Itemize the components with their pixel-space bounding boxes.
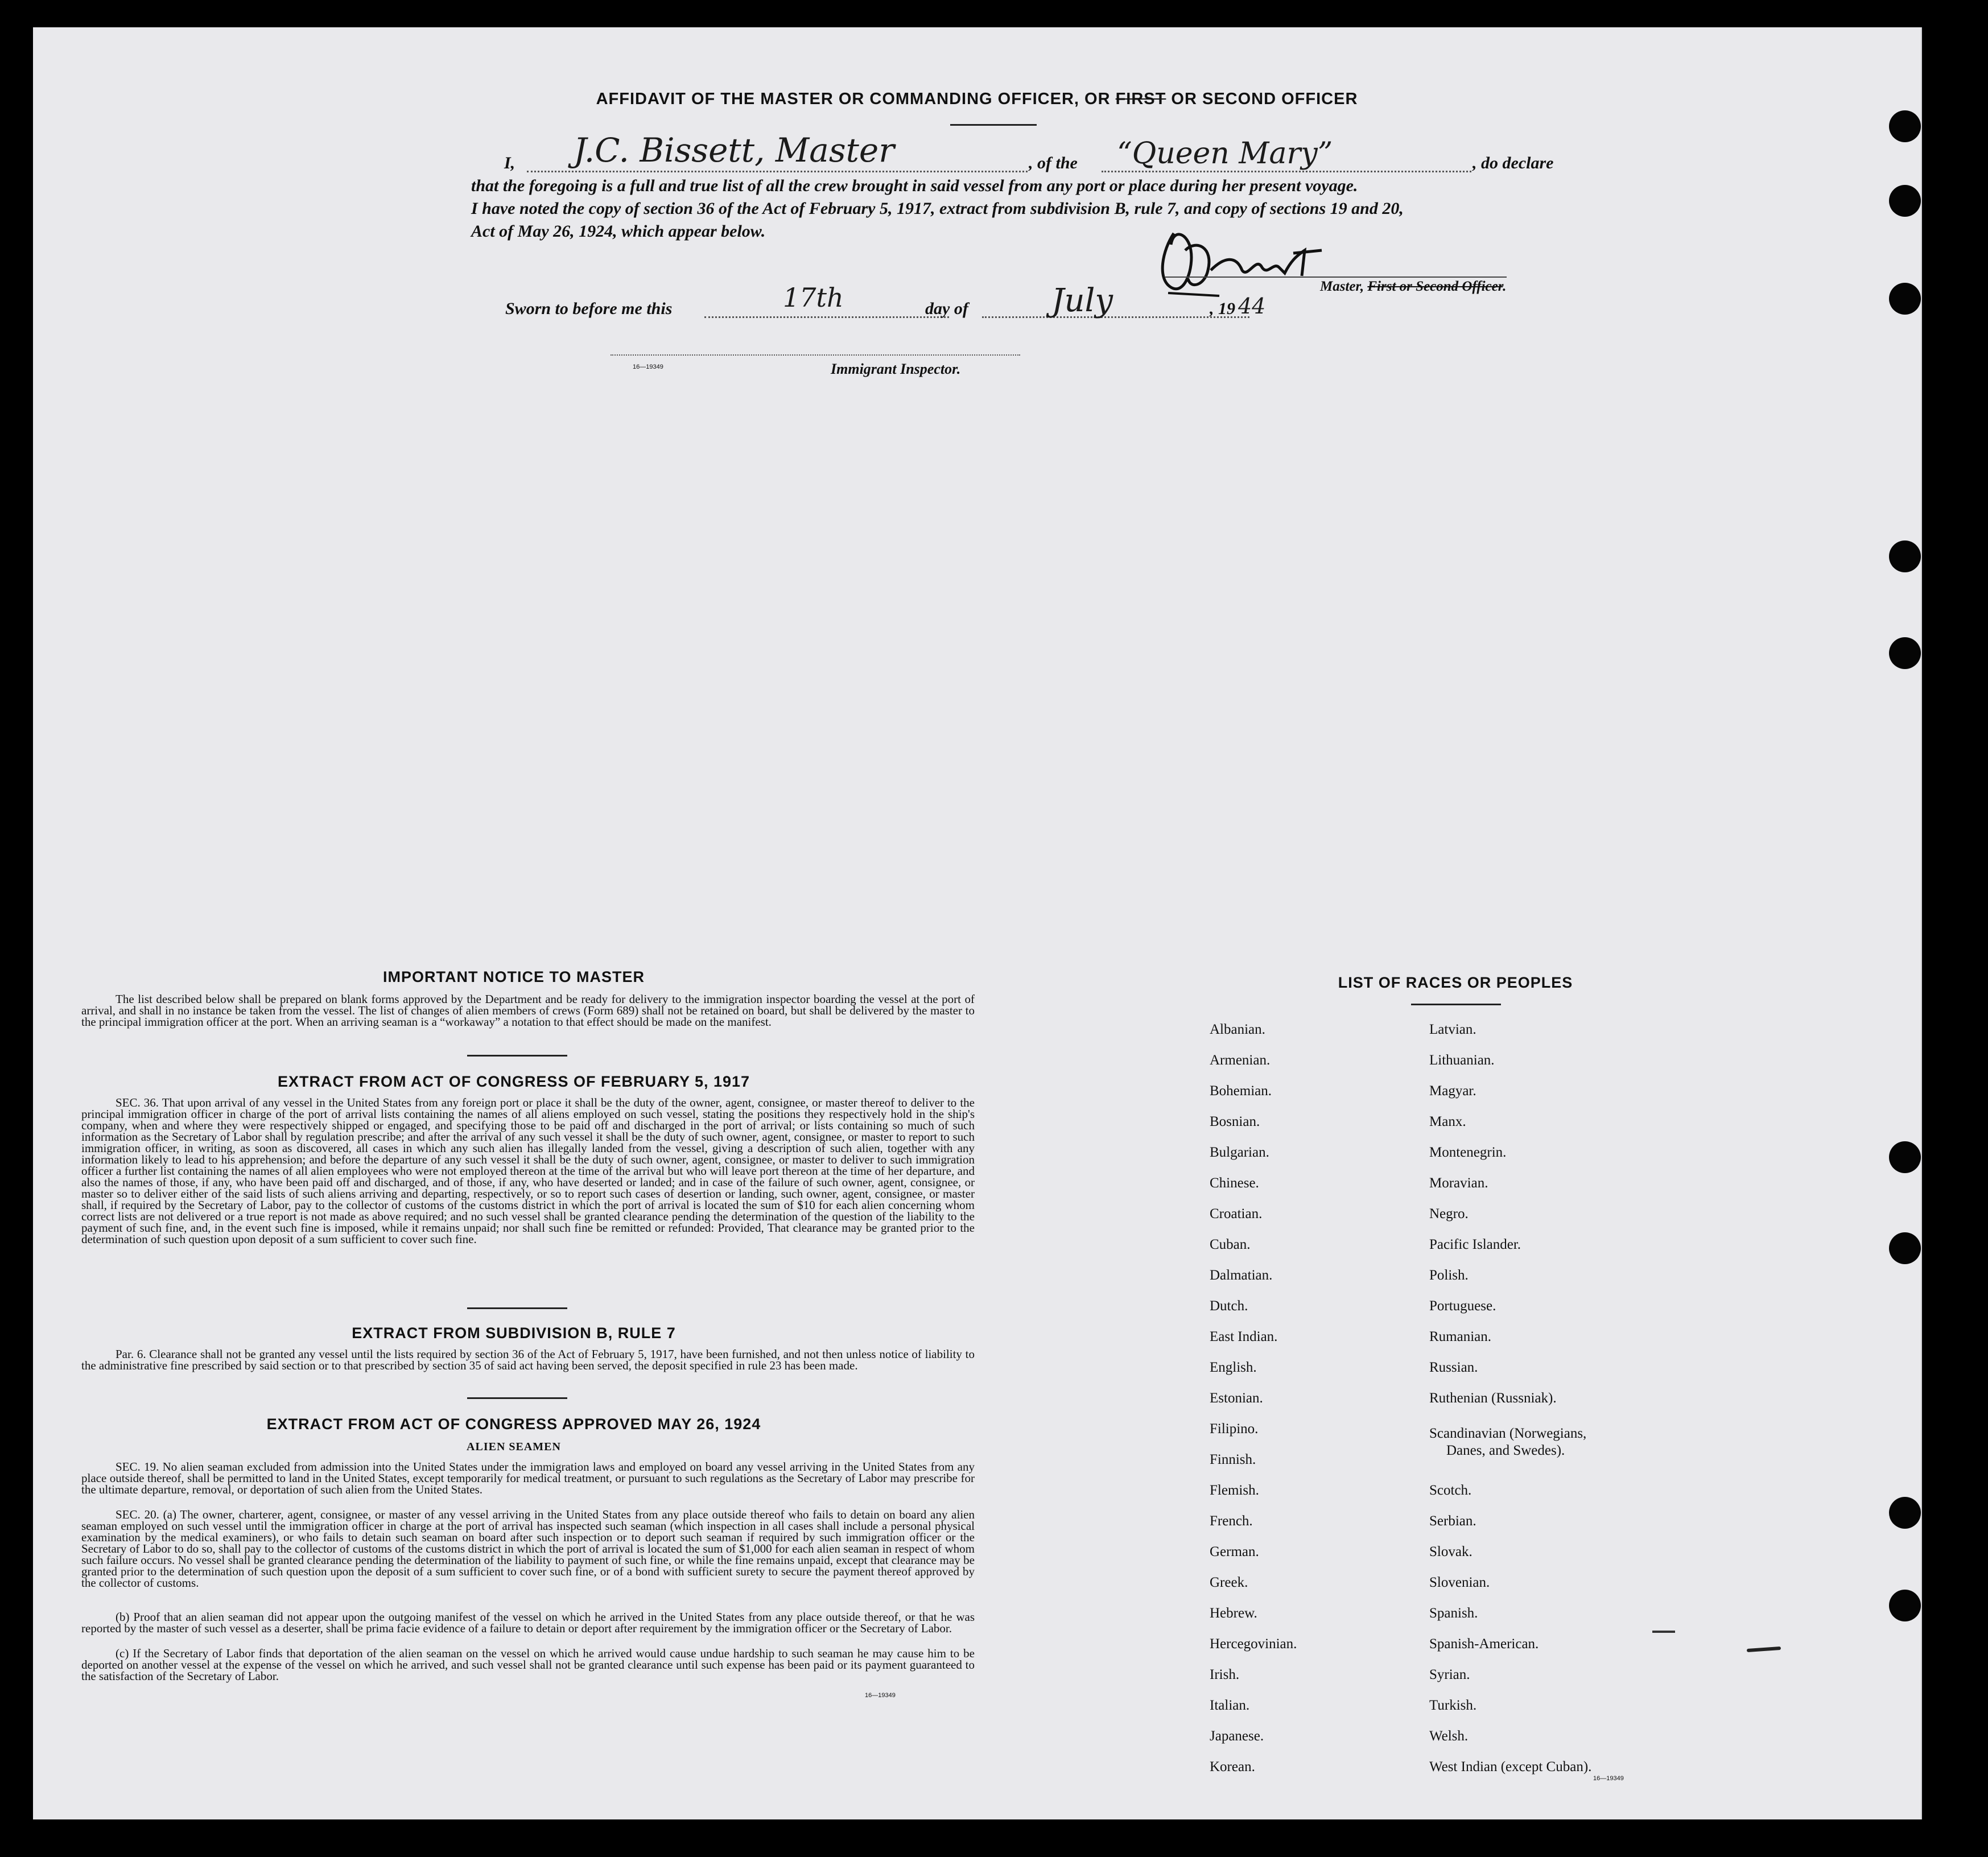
day-line: [704, 316, 949, 318]
races-divider: [1411, 1004, 1501, 1005]
race-left: Irish.: [1210, 1667, 1240, 1682]
vessel-line: [1102, 171, 1471, 172]
race-left: Cuban.: [1210, 1237, 1251, 1252]
race-left: Dalmatian.: [1210, 1268, 1273, 1283]
sworn-label: Sworn to before me this: [505, 299, 673, 318]
binder-hole: [1889, 1590, 1921, 1621]
race-left: Japanese.: [1210, 1728, 1264, 1744]
affidavit-form-number: 16—19349: [633, 364, 663, 370]
handwritten-vessel: “Queen Mary”: [1117, 137, 1333, 171]
year-prefix: , 19: [1210, 299, 1235, 318]
master-label: [1320, 279, 1506, 295]
handwritten-month: July: [1051, 282, 1113, 319]
race-left: Finnish.: [1210, 1452, 1256, 1467]
race-left: Bulgarian.: [1210, 1145, 1269, 1160]
race-left: Albanian.: [1210, 1022, 1265, 1037]
race-right: Welsh.: [1429, 1728, 1469, 1744]
extract1924-title: EXTRACT FROM ACT OF CONGRESS APPROVED MAY 26, 1924: [266, 1416, 761, 1433]
signature-line: [1165, 277, 1507, 278]
day-of-label: day of: [925, 299, 968, 318]
race-right: Pacific Islander.: [1429, 1237, 1521, 1252]
rule7-text: Par. 6. Clearance shall not be granted any vessel until the lists required by section 36 of the Act of February 5, 1917, have been furnished, and not then unless notice of liability to the administrative fine prescribed by said section or to that prescribed by section 35 of said act having been served, the deposit specified in rule 23 has been made.: [81, 1347, 975, 1372]
race-right: Lithuanian.: [1429, 1053, 1495, 1068]
extract1917-text: SEC. 36. That upon arrival of any vessel in the United States from any foreign port or place it shall be the duty of the owner, agent, consignee, or master thereof to deliver to the principal immigration officer in charge of the port of arrival lists containing the names of all aliens employed on such vessel, stating the positions they respectively hold in the ship's company, when and where they were respectively shipped or engaged, and specifying those to be paid off and discharged in the port of arrival; or lists containing so much of such information as the Secretary of Labor shall by regulation prescribe; and after the arrival of any such vessel it shall be the duty of such owner, agent, consignee, or master to report to such immigration officer, in writing, as soon as discovered, all cases in which any such alien has illegally landed from the vessel, giving a description of such alien, together with any information likely to lead to his apprehension; and before the departure of any such vessel it shall be the duty of such owner, agent, consignee, or master to deliver to such immigration officer a further list containing the names of all alien employees who were not employed thereon at the time of the arrival but who will leave port thereon at the time of her departure, and also the names of those, if any, who have been paid off and discharged, and of those, if any, who have deserted or landed; and in case of the failure of such owner, agent, consignee, or master so to deliver either of the said lists of such aliens arriving and departing, respectively, or so to report such cases of desertion or landing, such owner, agent, consignee, or master shall, if required by the Secretary of Labor, pay to the collector of customs of the customs district in which the port of arrival is located the sum of $10 for each alien concerning whom correct lists are not delivered or a true report is not made as above required; and no such vessel shall be granted clearance pending the determination of the question of the liability to the payment of such fine, and, in the event such fine is imposed, while it remains unpaid; nor shall such fine be remitted or refunded: Provided, That clearance may be granted prior to the determination of such question upon deposit of a sum sufficient to cover such fine.: [81, 1096, 975, 1246]
extract1917-title: EXTRACT FROM ACT OF CONGRESS OF FEBRUARY 5, 1917: [277, 1073, 750, 1090]
race-right: Negro.: [1429, 1206, 1469, 1222]
race-left: Armenian.: [1210, 1053, 1271, 1068]
race-left: Filipino.: [1210, 1421, 1259, 1437]
race-right: Moravian.: [1429, 1175, 1488, 1191]
race-right: Spanish.: [1429, 1606, 1478, 1621]
race-left: German.: [1210, 1544, 1259, 1559]
inspector-label: Immigrant Inspector.: [831, 361, 961, 377]
i-label: I,: [504, 154, 515, 172]
name-line: [527, 171, 1028, 172]
binder-hole: [1889, 637, 1921, 669]
race-left: Greek.: [1210, 1575, 1248, 1590]
race-right: Magyar.: [1429, 1083, 1476, 1099]
binder-hole: [1889, 540, 1921, 572]
affidavit-title: [33, 90, 1921, 109]
race-left: Bosnian.: [1210, 1114, 1260, 1129]
race-right: Portuguese.: [1429, 1298, 1496, 1314]
do-declare-label: , do declare: [1473, 154, 1554, 172]
races-title: LIST OF RACES OR PEOPLES: [1338, 974, 1573, 991]
rule7-divider: [467, 1397, 567, 1399]
affidavit-body-line3: Act of May 26, 1924, which appear below.: [471, 222, 766, 241]
rule7-title: EXTRACT FROM SUBDIVISION B, RULE 7: [352, 1324, 676, 1342]
race-left: French.: [1210, 1513, 1253, 1529]
race-left: English.: [1210, 1360, 1257, 1375]
notice-text: The list described below shall be prepared on blank forms approved by the Department and be ready for delivery to the immigration inspector boarding the vessel at the port of arrival, and shall in no instance be taken from the vessel. The list of changes of alien members of crews (Form 689) shall not be retained on board, but shall be delivered by the master to the principal immigration officer at the port. When an arriving seaman is a “workaway” a notation to that effect should be made on the manifest.: [81, 992, 975, 1029]
race-right: Slovak.: [1429, 1544, 1473, 1559]
race-right: Montenegrin.: [1429, 1145, 1507, 1160]
race-left: Flemish.: [1210, 1483, 1259, 1498]
race-right: Scotch.: [1429, 1483, 1472, 1498]
notice-title: IMPORTANT NOTICE TO MASTER: [383, 968, 645, 985]
race-right: West Indian (except Cuban).: [1429, 1759, 1592, 1775]
race-right: Scandinavian (Norwegians,: [1429, 1426, 1587, 1441]
extract-form-number: 16—19349: [865, 1692, 896, 1699]
inspector-line: [611, 354, 1020, 356]
of-the-label: , of the: [1029, 154, 1078, 172]
race-left: Estonian.: [1210, 1390, 1263, 1406]
stray-mark: [1652, 1631, 1675, 1633]
race-left: Hebrew.: [1210, 1606, 1257, 1621]
races-form-number: 16—19349: [1593, 1775, 1624, 1782]
race-right: Rumanian.: [1429, 1329, 1492, 1344]
binder-hole: [1889, 1141, 1921, 1173]
binder-hole: [1889, 1232, 1921, 1264]
race-right: Slovenian.: [1429, 1575, 1490, 1590]
race-right: Danes, and Swedes).: [1446, 1443, 1565, 1458]
binder-hole: [1889, 110, 1921, 142]
race-left: Croatian.: [1210, 1206, 1263, 1222]
stray-mark: [1747, 1646, 1781, 1652]
race-right: Turkish.: [1429, 1698, 1477, 1713]
sec19-text: SEC. 19. No alien seaman excluded from admission into the United States under the immigration laws and employed on board any vessel arriving in the United States from any place outside thereof, shall be permitted to land in the United States, except temporarily for medical treatment, or pursuant to such regulations as the Secretary of Labor may prescribe for the ultimate departure, removal, or deportation of such alien from the United States.: [81, 1460, 975, 1496]
race-left: Italian.: [1210, 1698, 1250, 1713]
race-right: Spanish-American.: [1429, 1636, 1539, 1652]
sec20a-text: SEC. 20. (a) The owner, charterer, agent, consignee, or master of any vessel arriving in the United States from any place outside thereof who fails to detain on board any alien seaman employed on such vessel until the immigration officer in charge at the port of arrival has inspected such seaman (which inspection in all cases shall include a personal physical examination by the medical examiners), or who fails to detain such seaman on board after such inspection or to deport such seaman if required by such immigration officer or the Secretary of Labor to do so, shall pay to the collector of customs of the customs district in which the port of arrival is located the sum of $1,000 for each alien seaman in respect of whom such failure occurs. No vessel shall be granted clearance pending the determination of the liability to payment of such fine, or while the fine remains unpaid, except that clearance may be granted prior to the determination of such question upon the deposit of a sum sufficient to cover such fine, or of a bond with sufficient surety to secure the payment thereof approved by the collector of customs.: [81, 1508, 975, 1590]
race-right: Latvian.: [1429, 1022, 1476, 1037]
race-left: Chinese.: [1210, 1175, 1259, 1191]
master-label-struck: First or Second Officer: [1367, 279, 1503, 294]
race-left: Hercegovinian.: [1210, 1636, 1297, 1652]
title-first: FIRST: [1115, 90, 1166, 108]
title-divider: [950, 124, 1037, 126]
race-right: Russian.: [1429, 1360, 1478, 1375]
title-end: OR SECOND OFFICER: [1166, 90, 1358, 108]
binder-hole: [1889, 283, 1921, 315]
race-right: Polish.: [1429, 1268, 1469, 1283]
master-label-end: .: [1503, 279, 1507, 294]
race-right: Manx.: [1429, 1114, 1466, 1129]
notice-divider: [467, 1055, 567, 1057]
master-label-text: Master,: [1320, 279, 1368, 294]
document-page: [33, 27, 1922, 1819]
race-left: Bohemian.: [1210, 1083, 1272, 1099]
affidavit-body-line2: I have noted the copy of section 36 of the Act of February 5, 1917, extract from subdivision B, rule 7, and copy of sections 19 and 20,: [471, 199, 1404, 218]
master-signature: [1151, 216, 1339, 302]
race-right: Syrian.: [1429, 1667, 1470, 1682]
binder-hole: [1889, 185, 1921, 217]
sec20b-text: (b) Proof that an alien seaman did not appear upon the outgoing manifest of the vessel on which he arrived in the United States from any place outside thereof, or that he was reported by the master of such vessel as a deserter, shall be prima facie evidence of a failure to detain or deport after requirement by the immigration officer or the Secretary of Labor.: [81, 1610, 975, 1635]
extract1917-divider: [467, 1307, 567, 1309]
handwritten-day: 17th: [783, 282, 844, 313]
title-start: AFFIDAVIT OF THE MASTER OR COMMANDING OFFICER, OR: [596, 90, 1116, 108]
race-left: Korean.: [1210, 1759, 1255, 1775]
race-left: East Indian.: [1210, 1329, 1278, 1344]
handwritten-year: 44: [1238, 294, 1266, 319]
sec20c-text: (c) If the Secretary of Labor finds that deportation of the alien seaman on the vessel on which he arrived would cause undue hardship to such seaman he may cause him to be deported on another vessel at the expense of the vessel on which he arrived, and such vessel shall not be granted clearance until such expense has been paid or its payment guaranteed to the satisfaction of the Secretary of Labor.: [81, 1646, 975, 1683]
race-right: Ruthenian (Russniak).: [1429, 1390, 1557, 1406]
race-left: Dutch.: [1210, 1298, 1248, 1314]
race-right: Serbian.: [1429, 1513, 1476, 1529]
handwritten-name: J.C. Bissett, Master: [574, 131, 894, 170]
binder-hole: [1889, 1497, 1921, 1529]
extract1924-subtitle: ALIEN SEAMEN: [467, 1441, 561, 1453]
affidavit-body-line1: that the foregoing is a full and true list of all the crew brought in said vessel from any port or place during her present voyage.: [471, 176, 1358, 195]
